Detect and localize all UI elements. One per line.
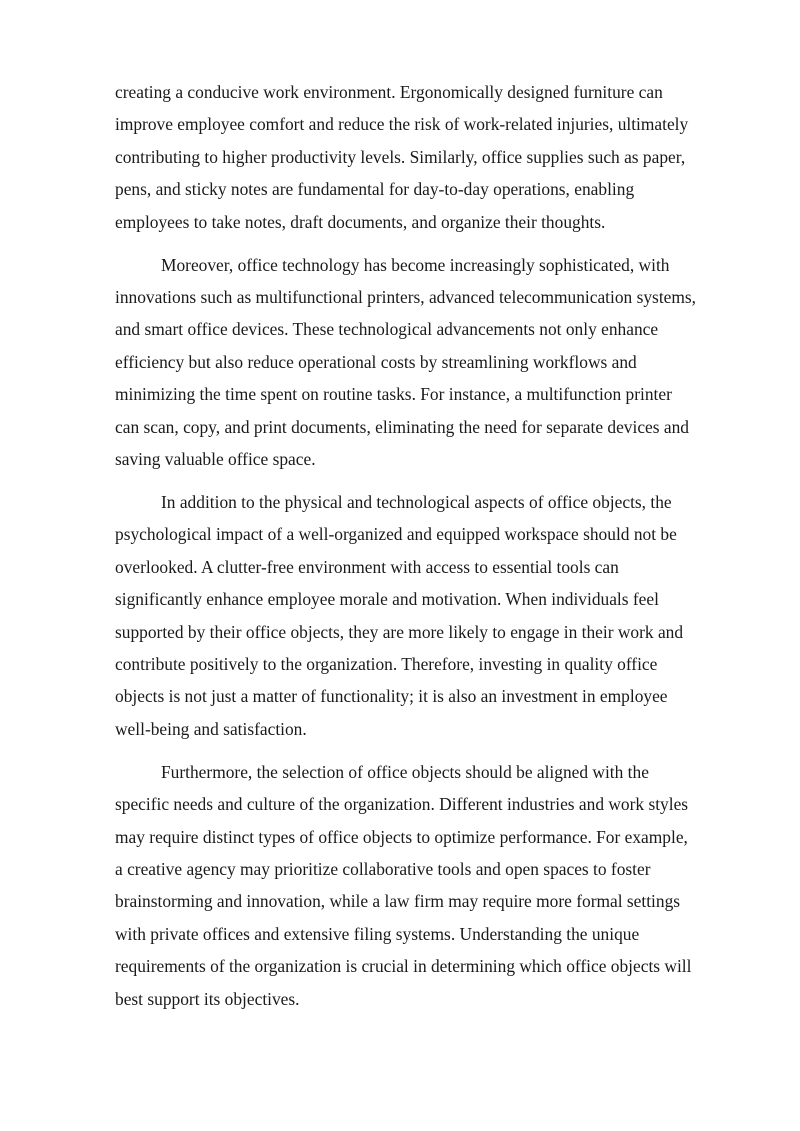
paragraph-line: improve employee comfort and reduce the risk of work-related injuries, ultimately xyxy=(115,114,689,135)
paragraph-line: contributing to higher productivity levels. Similarly, office supplies such as paper, xyxy=(115,146,686,167)
paragraph-1 xyxy=(115,76,745,238)
paragraph-2 xyxy=(115,249,745,476)
paragraph-line: can scan, copy, and print documents, eliminating the need for separate devices and xyxy=(115,416,690,437)
paragraph-line: a creative agency may prioritize collaborative tools and open spaces to foster xyxy=(115,859,651,880)
paragraph-line: contribute positively to the organization. Therefore, investing in quality office xyxy=(115,654,658,675)
paragraph-line: saving valuable office space. xyxy=(115,448,316,469)
paragraph-4 xyxy=(115,756,745,1015)
paragraph-line: creating a conducive work environment. Ergonomically designed furniture can xyxy=(115,82,663,102)
paragraph-line: with private offices and extensive filing systems. Understanding the unique xyxy=(115,923,640,944)
paragraph-line: In addition to the physical and technological aspects of office objects, the xyxy=(161,492,672,513)
paragraph-3 xyxy=(115,486,745,745)
paragraph-line: well-being and satisfaction. xyxy=(115,718,307,739)
paragraph-line: Furthermore, the selection of office objects should be aligned with the xyxy=(161,761,649,782)
paragraph-line: overlooked. A clutter-free environment with access to essential tools can xyxy=(115,556,619,577)
paragraph-line: specific needs and culture of the organization. Different industries and work styles xyxy=(115,794,689,815)
paragraph-line: Moreover, office technology has become increasingly sophisticated, with xyxy=(161,254,670,275)
paragraph-line: psychological impact of a well-organized and equipped workspace should not be xyxy=(115,524,677,545)
paragraph-line: and smart office devices. These technological advancements not only enhance xyxy=(115,319,659,340)
paragraph-line: innovations such as multifunctional printers, advanced telecommunication systems, xyxy=(115,287,697,308)
paragraph-line: best support its objectives. xyxy=(115,988,300,1009)
paragraph-line: requirements of the organization is crucial in determining which office objects will xyxy=(115,956,692,977)
document-body xyxy=(115,76,745,1015)
paragraph-line: significantly enhance employee morale and motivation. When individuals feel xyxy=(115,589,659,610)
paragraph-line: minimizing the time spent on routine tasks. For instance, a multifunction printer xyxy=(115,384,672,405)
paragraph-line: efficiency but also reduce operational costs by streamlining workflows and xyxy=(115,351,637,372)
paragraph-line: pens, and sticky notes are fundamental for day-to-day operations, enabling xyxy=(115,179,635,200)
paragraph-line: may require distinct types of office objects to optimize performance. For example, xyxy=(115,826,688,847)
paragraph-line: brainstorming and innovation, while a law firm may require more formal settings xyxy=(115,891,681,912)
paragraph-line: objects is not just a matter of functionality; it is also an investment in employee xyxy=(115,686,668,707)
paragraph-line: supported by their office objects, they are more likely to engage in their work and xyxy=(115,621,684,642)
paragraph-line: employees to take notes, draft documents, and organize their thoughts. xyxy=(115,211,606,232)
